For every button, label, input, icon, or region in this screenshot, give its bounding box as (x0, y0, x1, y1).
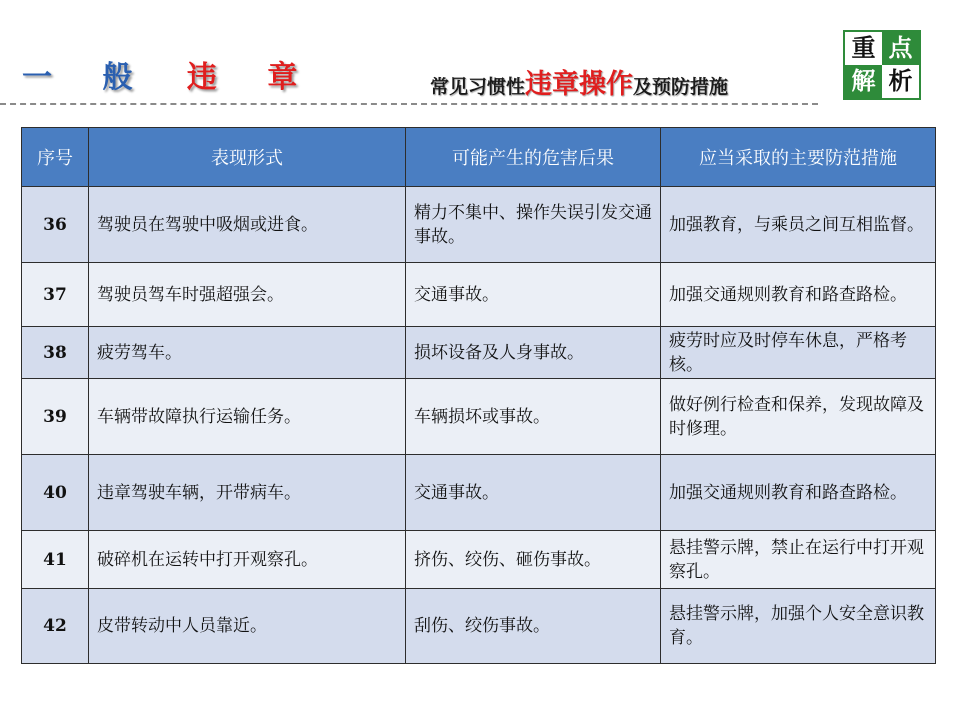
cell-measure: 加强交通规则教育和路查路检。 (661, 455, 936, 531)
cell-measure: 加强交通规则教育和路查路检。 (661, 263, 936, 327)
badge-char-1: 重 (845, 32, 882, 65)
table-row (22, 263, 936, 327)
table-row (22, 455, 936, 531)
cell-harm: 车辆损坏或事故。 (406, 379, 661, 455)
header-number: 序号 (22, 128, 89, 187)
header-form: 表现形式 (89, 128, 406, 187)
table-header-row (22, 128, 936, 187)
cell-harm: 损坏设备及人身事故。 (406, 327, 661, 379)
table-row (22, 187, 936, 263)
cell-measure: 加强教育，与乘员之间互相监督。 (661, 187, 936, 263)
cell-number: 40 (22, 455, 89, 531)
section-title (22, 52, 317, 96)
header-measure: 应当采取的主要防范措施 (661, 128, 936, 187)
cell-number: 39 (22, 379, 89, 455)
header-divider (0, 103, 818, 105)
cell-measure: 做好例行检查和保养，发现故障及时修理。 (661, 379, 936, 455)
header-harm: 可能产生的危害后果 (406, 128, 661, 187)
subtitle-suffix: 及预防措施 (633, 76, 729, 98)
badge-char-4: 析 (882, 65, 919, 98)
cell-number: 42 (22, 589, 89, 664)
key-analysis-badge (843, 30, 921, 100)
violation-table (21, 127, 936, 664)
cell-number: 41 (22, 531, 89, 589)
cell-form: 驾驶员驾车时强超强会。 (89, 263, 406, 327)
cell-measure: 悬挂警示牌，禁止在运行中打开观察孔。 (661, 531, 936, 589)
badge-char-3: 解 (845, 65, 882, 98)
cell-harm: 交通事故。 (406, 263, 661, 327)
cell-number: 36 (22, 187, 89, 263)
cell-measure: 疲劳时应及时停车休息，严格考核。 (661, 327, 936, 379)
cell-form: 车辆带故障执行运输任务。 (89, 379, 406, 455)
section-title-general: 一 般 (22, 60, 153, 95)
cell-harm: 交通事故。 (406, 455, 661, 531)
table-row (22, 531, 936, 589)
cell-form: 违章驾驶车辆，开带病车。 (89, 455, 406, 531)
table-row (22, 589, 936, 664)
cell-form: 疲劳驾车。 (89, 327, 406, 379)
table-row (22, 327, 936, 379)
cell-measure: 悬挂警示牌，加强个人安全意识教育。 (661, 589, 936, 664)
table-row (22, 379, 936, 455)
cell-harm: 精力不集中、操作失误引发交通事故。 (406, 187, 661, 263)
cell-form: 驾驶员在驾驶中吸烟或进食。 (89, 187, 406, 263)
subtitle-highlight: 违章操作 (525, 69, 634, 100)
cell-number: 37 (22, 263, 89, 327)
subtitle-prefix: 常见习惯性 (430, 76, 526, 98)
cell-form: 破碎机在运转中打开观察孔。 (89, 531, 406, 589)
cell-harm: 刮伤、绞伤事故。 (406, 589, 661, 664)
cell-form: 皮带转动中人员靠近。 (89, 589, 406, 664)
cell-harm: 挤伤、绞伤、砸伤事故。 (406, 531, 661, 589)
cell-number: 38 (22, 327, 89, 379)
slide-subtitle (430, 62, 728, 101)
badge-char-2: 点 (882, 32, 919, 65)
section-title-violation: 违 章 (186, 60, 318, 95)
